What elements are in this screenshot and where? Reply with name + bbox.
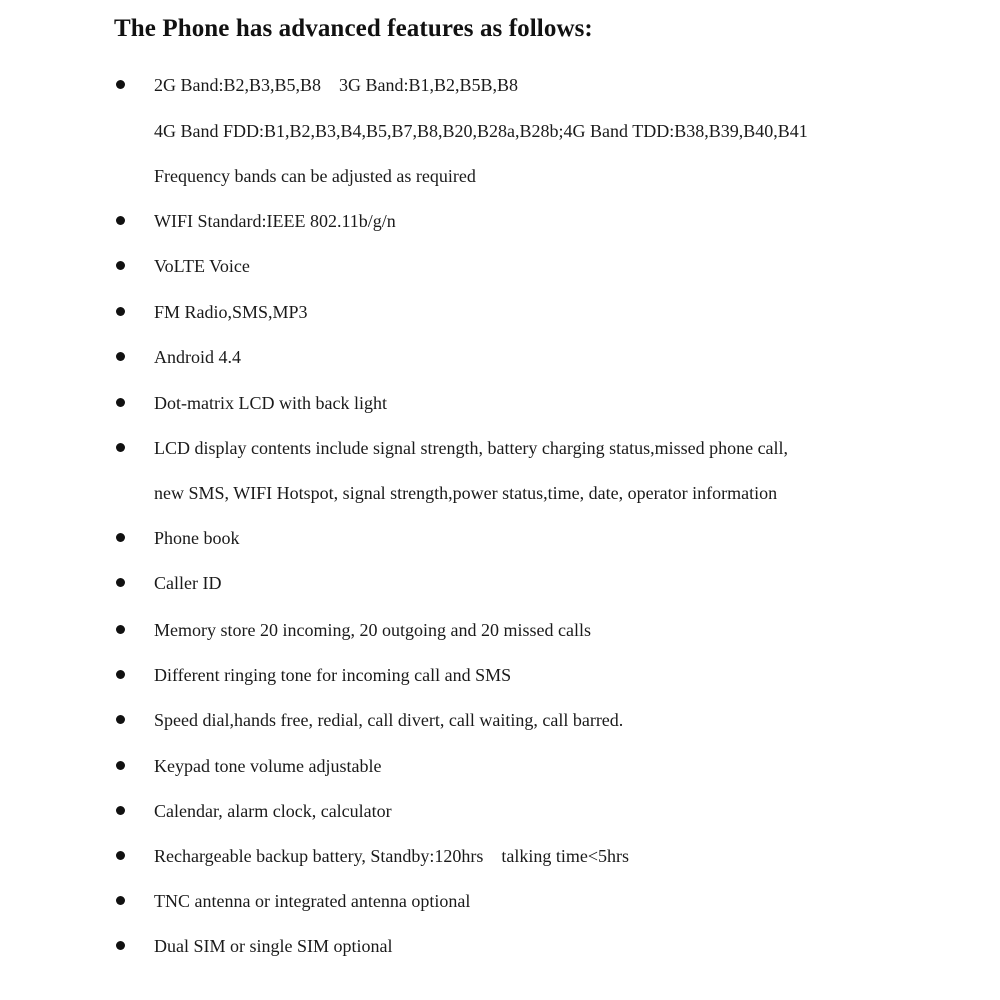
feature-text-line: Dual SIM or single SIM optional (154, 936, 393, 956)
bullet-icon (116, 80, 125, 89)
feature-text-line: new SMS, WIFI Hotspot, signal strength,power status,time, date, operator information (154, 483, 778, 503)
feature-text-line: Calendar, alarm clock, calculator (154, 801, 392, 821)
bullet-icon (116, 398, 125, 407)
bullet-icon (116, 806, 125, 815)
bullet-icon (116, 670, 125, 679)
feature-text-line: Android 4.4 (154, 347, 241, 367)
feature-text-line: Memory store 20 incoming, 20 outgoing and 20 missed calls (154, 620, 591, 640)
feature-text-line: 4G Band FDD:B1,B2,B3,B4,B5,B7,B8,B20,B28a,B28b;4G Band TDD:B38,B39,B40,B41 (154, 121, 808, 141)
feature-text-line: WIFI Standard:IEEE 802.11b/g/n (154, 211, 396, 231)
feature-text-line: Keypad tone volume adjustable (154, 756, 382, 776)
feature-text-line: Different ringing tone for incoming call and SMS (154, 665, 512, 685)
feature-text-line: FM Radio,SMS,MP3 (154, 302, 308, 322)
bullet-icon (116, 896, 125, 905)
feature-text-line: LCD display contents include signal strength, battery charging status,missed phone call, (154, 438, 789, 458)
document-title: The Phone has advanced features as follows: (114, 15, 593, 42)
bullet-icon (116, 307, 125, 316)
feature-text-line: 2G Band:B2,B3,B5,B8 3G Band:B1,B2,B5B,B8 (154, 75, 519, 95)
feature-text-line: Speed dial,hands free, redial, call divert, call waiting, call barred. (154, 710, 624, 730)
feature-text-line: TNC antenna or integrated antenna optional (154, 891, 471, 911)
bullet-icon (116, 761, 125, 770)
feature-text-line: Dot-matrix LCD with back light (154, 393, 387, 413)
bullet-icon (116, 625, 125, 634)
bullet-icon (116, 443, 125, 452)
feature-text-line: Rechargeable backup battery, Standby:120hrs talking time<5hrs (154, 846, 630, 866)
bullet-icon (116, 851, 125, 860)
feature-text-line: VoLTE Voice (154, 256, 250, 276)
bullet-icon (116, 261, 125, 270)
feature-text-line: Phone book (154, 528, 240, 548)
bullet-icon (116, 715, 125, 724)
bullet-icon (116, 216, 125, 225)
bullet-icon (116, 533, 125, 542)
bullet-icon (116, 941, 125, 950)
bullet-icon (116, 578, 125, 587)
bullet-icon (116, 352, 125, 361)
feature-text-line: Frequency bands can be adjusted as required (154, 166, 476, 186)
feature-text-line: Caller ID (154, 573, 222, 593)
